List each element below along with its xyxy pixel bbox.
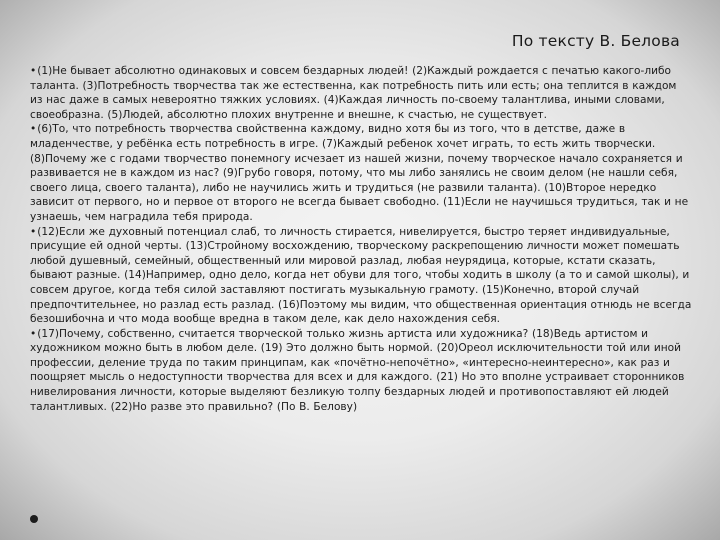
bullet-marker: • — [30, 123, 37, 136]
empty-bullet-dot — [30, 515, 38, 523]
paragraph-2 — [30, 122, 692, 224]
paragraph-4 — [30, 327, 692, 415]
paragraph-1 — [30, 64, 692, 122]
bullet-marker: • — [30, 65, 37, 77]
slide-title: По тексту В. Белова — [511, 32, 680, 50]
paragraph-text: (6)То, что потребность творчества свойственна каждому, видно хотя бы из того, что в детстве, даже в младенчестве, у ребёнка есть потребность в игре. (7)Каждый ребенок хочет играть, то есть жить творчески. (8)Почему же с годами творчество понемногу исчезает из нашей жизни, почему творческое начало сохраняется и развивается не в каждом из нас? (9)Грубо говоря, потому, что мы либо занялись не своим делом (не нашли себя, своего лица, своего таланта), либо не научились жить и трудиться (не развили таланта). (10)Второе нередко зависит от первого, но и первое от второго не всегда бывает свободно. (11)Если не научишься трудиться, так и не узнаешь, чем наградила тебя природа. — [30, 123, 689, 223]
paragraph-text: (1)Не бывает абсолютно одинаковых и совсем бездарных людей! (2)Каждый рождается с печатью какого-либо таланта. (3)Потребность творчества так же естественна, как потребность пить или есть; она теплится в каждом из нас даже в самых невероятно тяжких условиях. (4)Каждая личность по-своему талантлива, иными словами, своеобразна. (5)Людей, абсолютно плохих внутренне и внешне, к счастью, не существует. — [30, 65, 677, 121]
bullet-marker: • — [30, 327, 37, 340]
bullet-marker: • — [30, 225, 37, 238]
paragraph-text: (17)Почему, собственно, считается творческой только жизнь артиста или художника? (18)Ведь артистом и художником можно быть в любом деле. (19) Это должно быть нормой. (20)Ореол исключительности той или иной профессии, деление труда по таким принципам, как «почётно-непочётно», «интересно-неинтересно», как раз и поощряет мысль о недоступности творчества для всех и для каждого. (21) Но это вполне устраивает сторонников нивелирования личности, которые выделяют безликую толпу бездарных людей и противопоставляют ей людей талантливых. (22)Но разве это правильно? (По В. Белову) — [30, 327, 685, 413]
paragraph-text: (12)Если же духовный потенциал слаб, то личность стирается, нивелируется, быстро теряет индивидуальные, присущие ей одной черты. (13)Стройному восхождению, творческому раскрепощению личности может помешать любой душевный, семейный, общественный или мировой разлад, любая неурядица, которые, кстати сказать, бывают разные. (14)Например, одно дело, когда нет обуви для того, чтобы ходить в школу (а то и самой школы), и совсем другое, когда тебя силой заставляют постигать музыкальную грамоту. (15)Конечно, второй случай предпочтительнее, но разлад есть разлад. (16)Поэтому мы видим, что общественная ориентация отнюдь не всегда безошибочна и что мода вообще вредна в таком деле, как дело нахождения себя. — [30, 225, 692, 326]
paragraph-3 — [30, 225, 692, 327]
text-body — [30, 64, 692, 414]
